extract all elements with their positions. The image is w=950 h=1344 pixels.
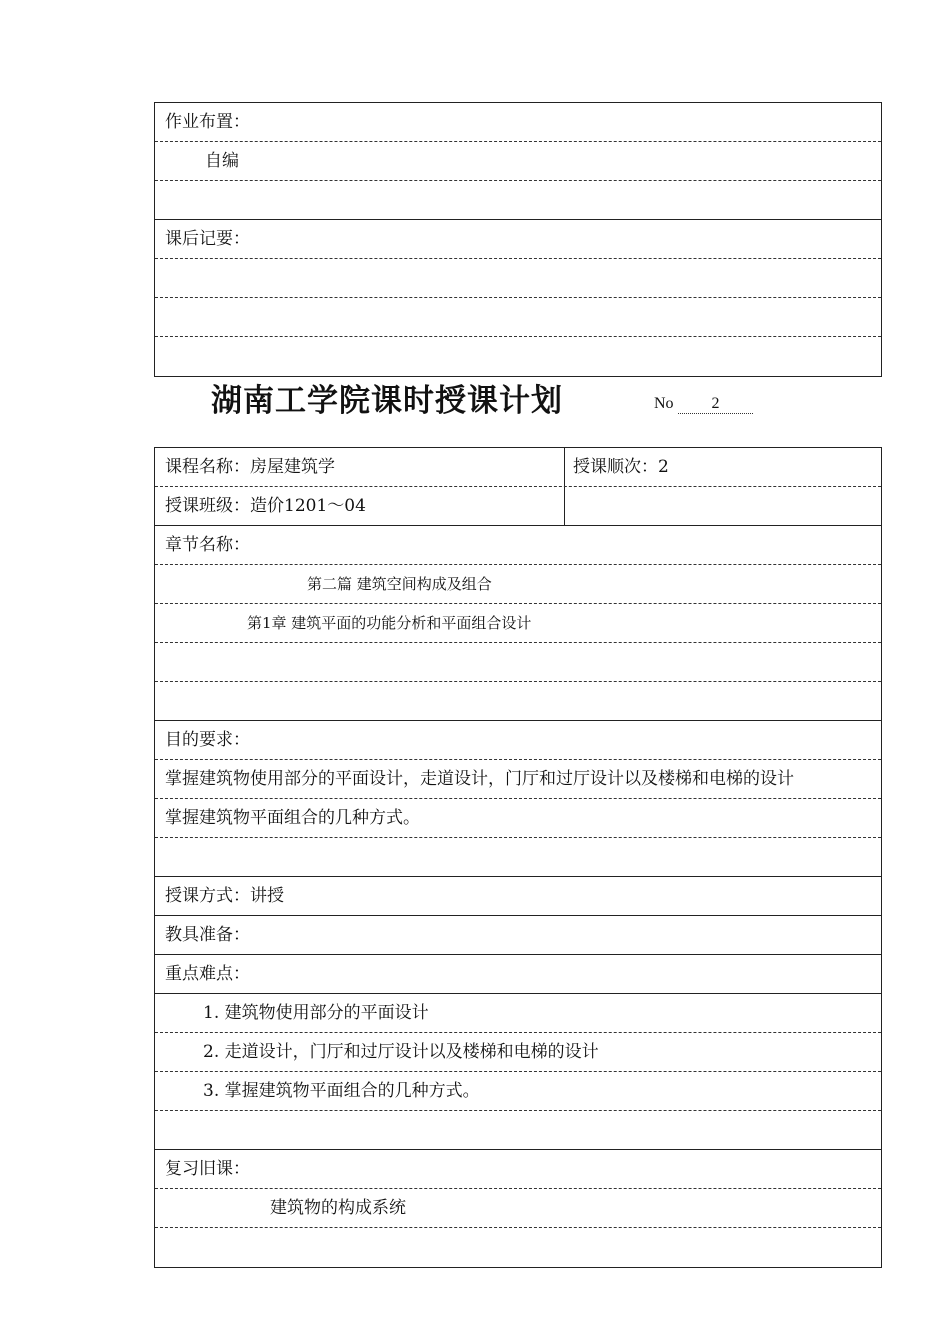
teaching-tools: 教具准备： (155, 916, 881, 955)
class-row-blank (565, 487, 881, 525)
chapter-blank-row-1 (155, 643, 881, 682)
objectives-blank-row (155, 838, 881, 877)
class-name: 授课班级：造价1201～04 (155, 487, 565, 525)
homework-value: 自编 (155, 142, 881, 181)
review-blank-row (155, 1228, 881, 1267)
teaching-method: 授课方式：讲授 (155, 877, 881, 916)
notes-blank-row-1 (155, 259, 881, 298)
class-row (155, 487, 881, 526)
key-points-blank-row (155, 1111, 881, 1150)
key-points-label: 重点难点： (155, 955, 881, 994)
chapter-blank-row-2 (155, 682, 881, 721)
review-label: 复习旧课： (155, 1150, 881, 1189)
number-label: No (654, 395, 674, 412)
key-point-3: 3. 掌握建筑物平面组合的几种方式。 (155, 1072, 881, 1111)
review-value: 建筑物的构成系统 (155, 1189, 881, 1228)
notes-blank-row-2 (155, 298, 881, 337)
objective-2: 掌握建筑物平面组合的几种方式。 (155, 799, 881, 838)
homework-label: 作业布置： (155, 103, 881, 142)
page-title-area (0, 375, 950, 425)
page-title: 湖南工学院课时授课计划 (211, 383, 563, 419)
course-name: 课程名称：房屋建筑学 (155, 448, 565, 486)
objective-1: 掌握建筑物使用部分的平面设计，走道设计，门厅和过厅设计以及楼梯和电梯的设计 (155, 760, 881, 799)
chapter-line-1: 第二篇 建筑空间构成及组合 (155, 565, 881, 604)
homework-blank-row (155, 181, 881, 220)
course-row (155, 448, 881, 487)
key-point-1: 1. 建筑物使用部分的平面设计 (155, 994, 881, 1033)
notes-blank-row-3 (155, 337, 881, 376)
lesson-sequence: 授课顺次：2 (573, 457, 669, 477)
homework-table (154, 102, 882, 377)
number-value: 2 (678, 395, 753, 414)
lesson-plan-table (154, 447, 882, 1268)
chapter-label: 章节名称： (155, 526, 881, 565)
objectives-label: 目的要求： (155, 721, 881, 760)
chapter-line-2: 第1章 建筑平面的功能分析和平面组合设计 (155, 604, 881, 643)
notes-label: 课后记要： (155, 220, 881, 259)
key-point-2: 2. 走道设计，门厅和过厅设计以及楼梯和电梯的设计 (155, 1033, 881, 1072)
